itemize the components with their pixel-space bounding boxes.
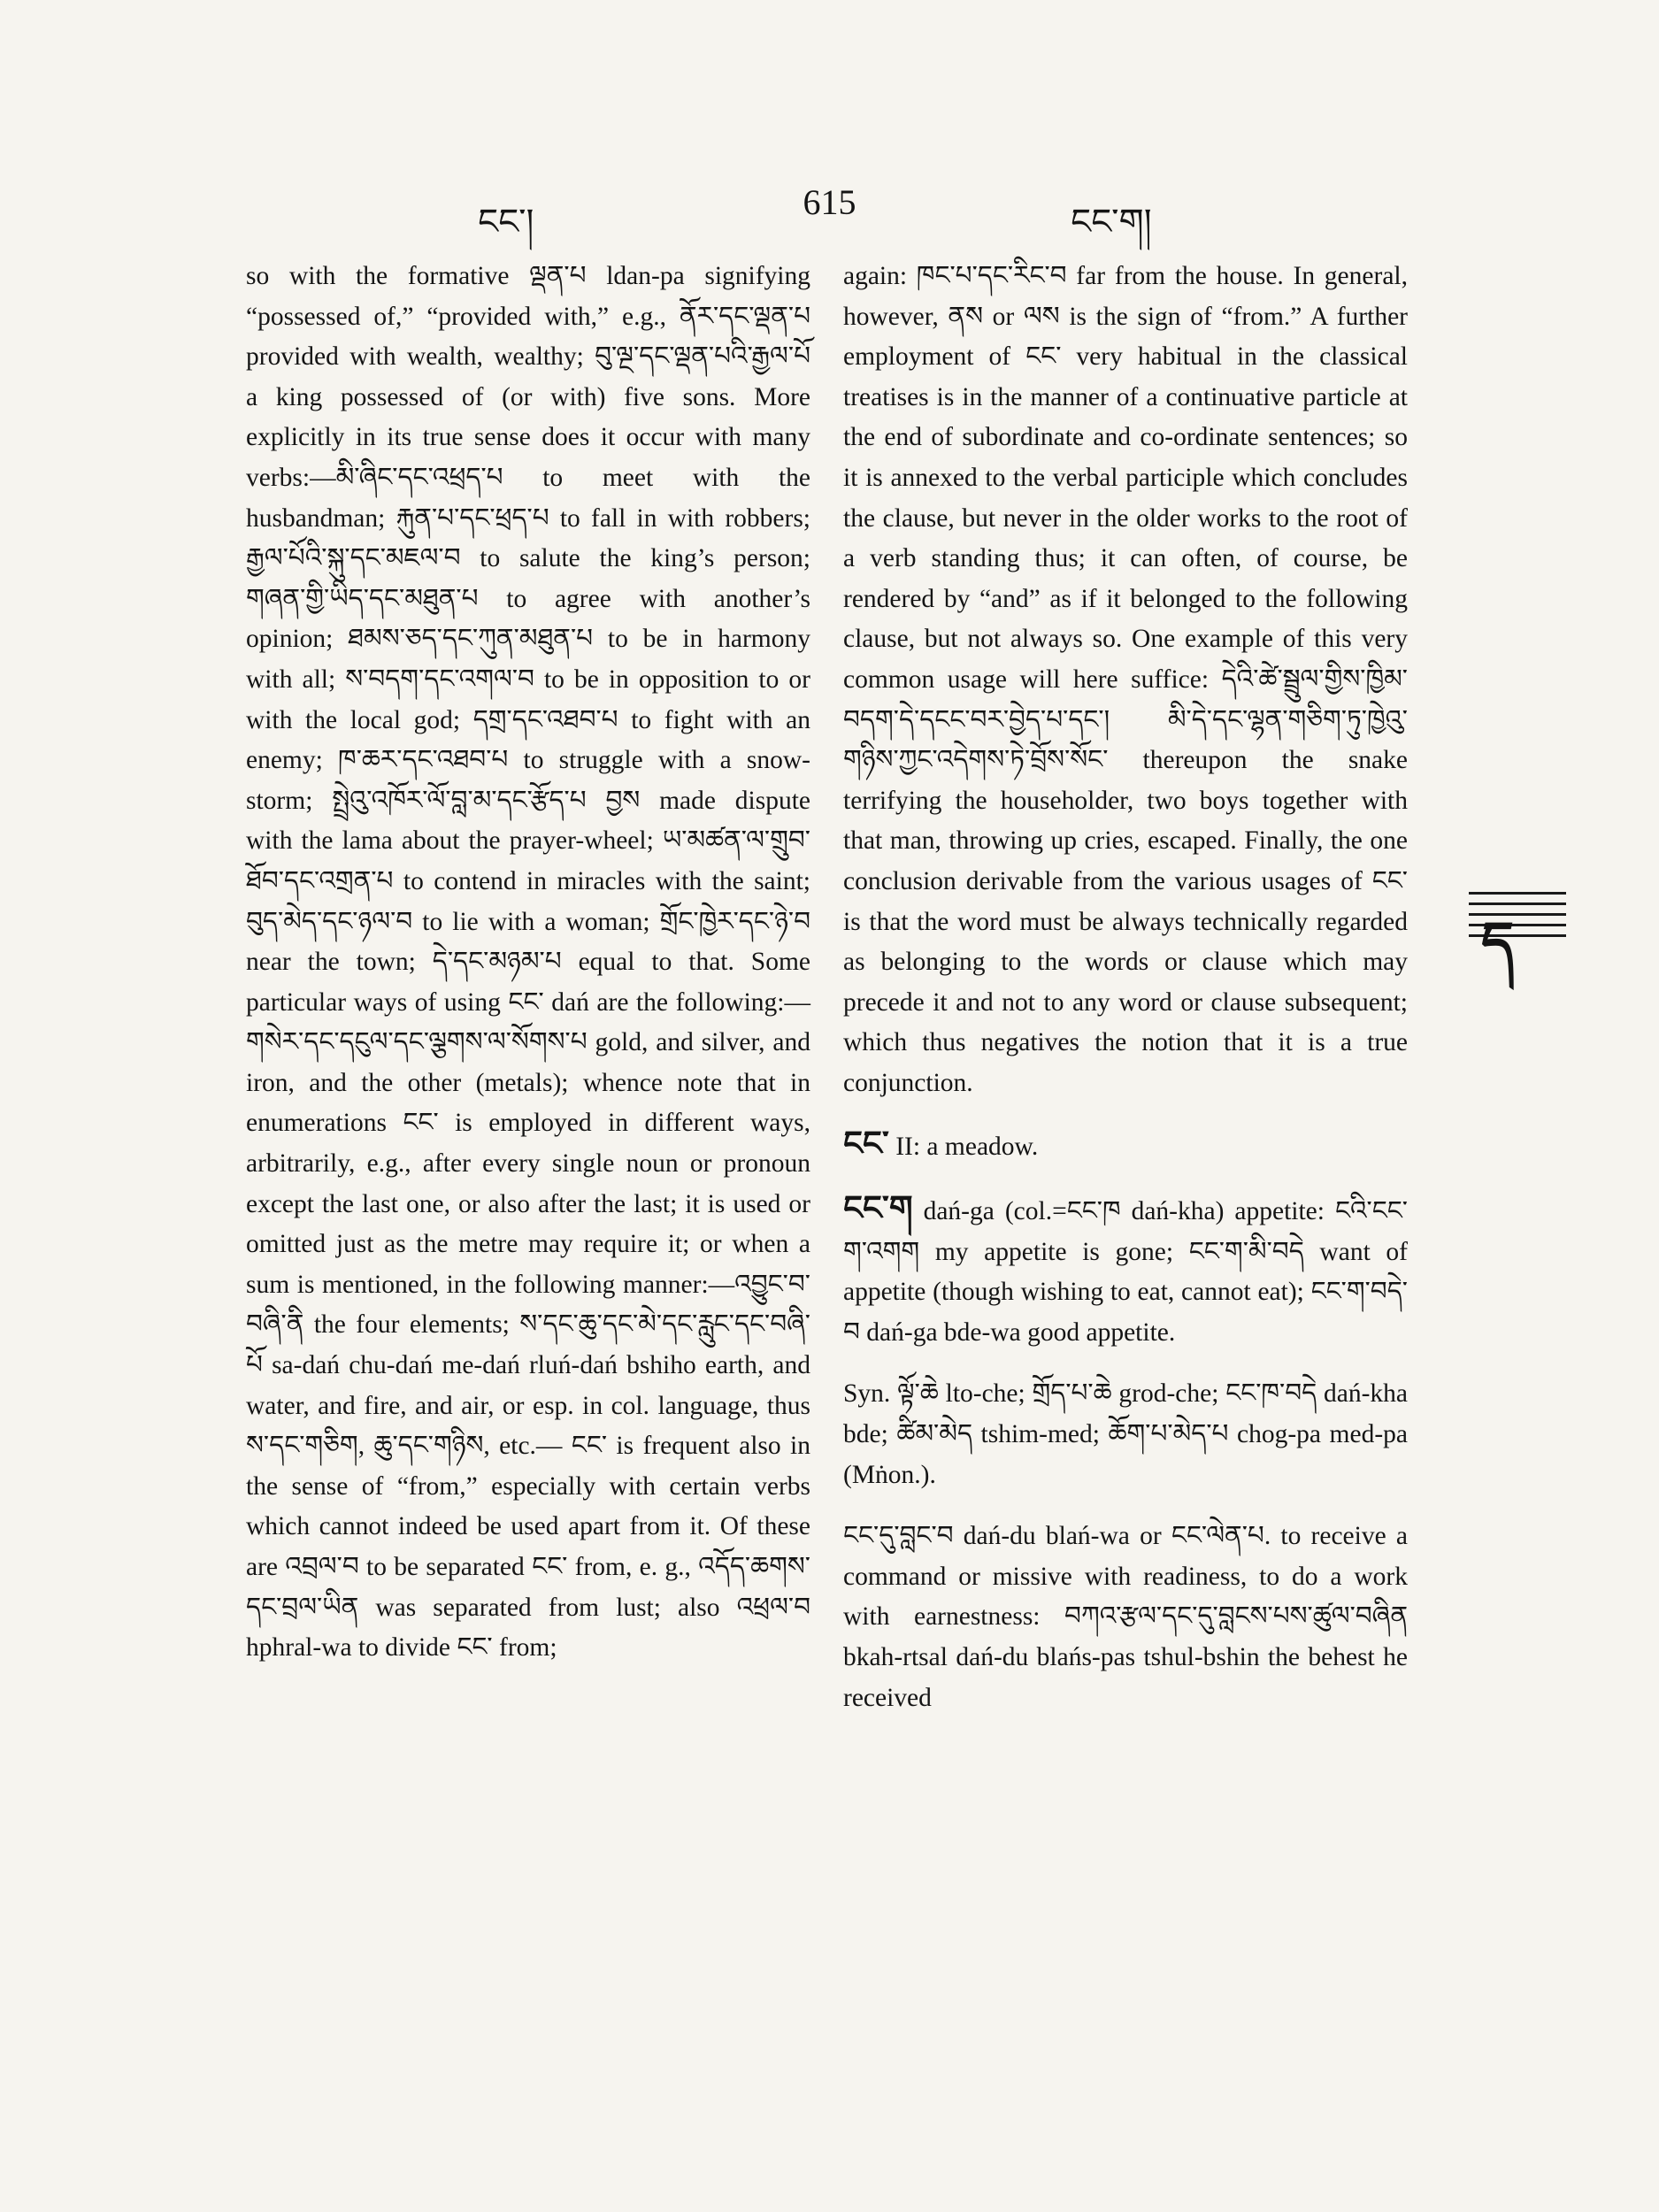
right-column-text: again: ཁང་པ་དང་རིང་བ far from the house. In general, however, ནས or ལས is the sign of “from.” A further employment of ངང་ very habitual in the classical treatises is in the manner of a continuative particle at the end of subordinate and co-ordinate sentences; so it is annexed to the verbal participle which concludes the clause, but never in the older works to the root of a verb standing thus; it can often, of course, be rendered by “and” as if it belonged to the following clause, but not always so. One example of this very common usage will here suffice: དེའི་ཚེ་སྦྲུལ་གྱིས་ཁྱིམ་བདག་དེ་དངང་བར་བྱེད་པ་དང་། མི་དེ་དང་ལྷན་གཅིག་ཏུ་ཁྱེའུ་གཉིས་ཀྱང་འདེགས་ཏེ་བྲོས་སོང་ thereupon the snake terrifying the householder, two boys together with that man, throwing up cries, escaped. Finally, the one conclusion derivable from the various usages of ངང་ is that the word must be always technically regarded as belonging to the words or clause which may precede it and not to any word or clause subsequent; which thus negatives the notion that it is a true conjunction. [843,262,1408,1097]
entry-definition: II: a meadow. [888,1133,1039,1162]
dictionary-entry-command: ངང་དུ་བླང་བ dań-du blań-wa or ངང་ལེན་པ. to receive a command or missive with readiness, to do a work with earnestness: བཀའ་རྩལ་དང་དུ་བླངས་པས་ཚུལ་བཞིན bkah-rtsal dań-du blańs-pas tshul-bshin the behest he received [843,1522,1408,1712]
dictionary-entry-appetite [843,1189,1408,1353]
page-header [0,181,1659,243]
thumb-index-mark [1469,885,1566,974]
header-right-tibetan: ངང་ག། [1071,202,1152,242]
page-number: 615 [803,182,856,222]
left-column [246,257,810,1669]
synonyms-line: Syn. ལྟོ་ཆེ lto-che; གྲོད་པ་ཆེ grod-che; ངང་ཁ་བདེ dań-kha bde; ཚིམ་མེད tshim-med; ཆོག་པ་མེད་པ chog-pa med-pa (Mṅon.). [843,1379,1408,1489]
header-left-tibetan: ངང་། [478,202,534,242]
right-column [843,257,1408,1718]
index-letter: ད [1481,911,1515,974]
entry-headword: ངང་ག [843,1190,913,1228]
entry-headword: ངང་ [843,1125,889,1164]
dictionary-entry-meadow [843,1125,1408,1168]
entry-definition: dań-ga (col.=ངང་ཁ dań-kha) appetite: ངའི་ངང་ག་འགག my appetite is gone; ངང་ག་མི་བདེ want of appetite (though wishing to eat, cannot eat); ངང་ག་བདེ་བ dań-ga bde-wa good appetite. [843,1197,1408,1347]
left-column-text: so with the formative ལྡན་པ ldan-pa signifying “possessed of,” “provided with,” e.g., ནོར་དང་ལྡན་པ provided with wealth, wealthy; བུ་ལྔ་དང་ལྡན་པའི་རྒྱལ་པོ a king possessed of (or with) five sons. More explicitly in its true sense does it occur with many verbs:—མི་ཞིང་དང་འཕྲད་པ to meet with the husbandman; རྐུན་པ་དང་ཕྲད་པ to fall in with robbers; རྒྱལ་པོའི་སྐུ་དང་མཇལ་བ to salute the king’s person; གཞན་གྱི་ཡིད་དང་མཐུན་པ to agree with another’s opinion; ཐམས་ཅད་དང་ཀུན་མཐུན་པ to be in harmony with all; ས་བདག་དང་འགལ་བ to be in opposition to or with the local god; དགྲ་དང་འཐབ་པ to fight with an enemy; ཁ་ཆར་དང་འཐབ་པ to struggle with a snow-storm; སྤྲེའུ་འཁོར་ལོ་བླ་མ་དང་རྩོད་པ བྱས made dispute with the lama about the prayer-wheel; ཡ་མཚན་ལ་གྲུབ་ཐོབ་དང་འགྲན་པ to contend in miracles with the saint; བུད་མེད་དང་ཉལ་བ to lie with a woman; གྲོང་ཁྱེར་དང་ཉེ་བ near the town; དེ་དང་མཉམ་པ equal to that. Some particular ways of using ངང་ dań are the following:—གསེར་དང་དངུལ་དང་ལྕགས་ལ་སོགས་པ gold, and silver, and iron, and the other (metals); whence note that in enumerations ངང་ is employed in different ways, arbitrarily, e.g., after every single noun or pronoun except the last one, or also after the last; it is used or omitted just as the metre may require it; or when a sum is mentioned, in the following manner:—འབྱུང་བ་བཞི་ནི the four elements; ས་དང་ཆུ་དང་མེ་དང་རླུང་དང་བཞི་པོ sa-dań chu-dań me-dań rluń-dań bshiho earth, and water, and fire, and air, or esp. in col. language, thus ས་དང་གཅིག, ཆུ་དང་གཉིས, etc.— ངང་ is frequent also in the sense of “from,” especially with certain verbs which cannot indeed be used apart from it. Of these are འབྲལ་བ to be separated ངང་ from, e. g., འདོད་ཆགས་དང་བྲལ་ཡིན was separated from lust; also འཕྲལ་བ hphral-wa to divide ངང་ from; [246,262,810,1663]
